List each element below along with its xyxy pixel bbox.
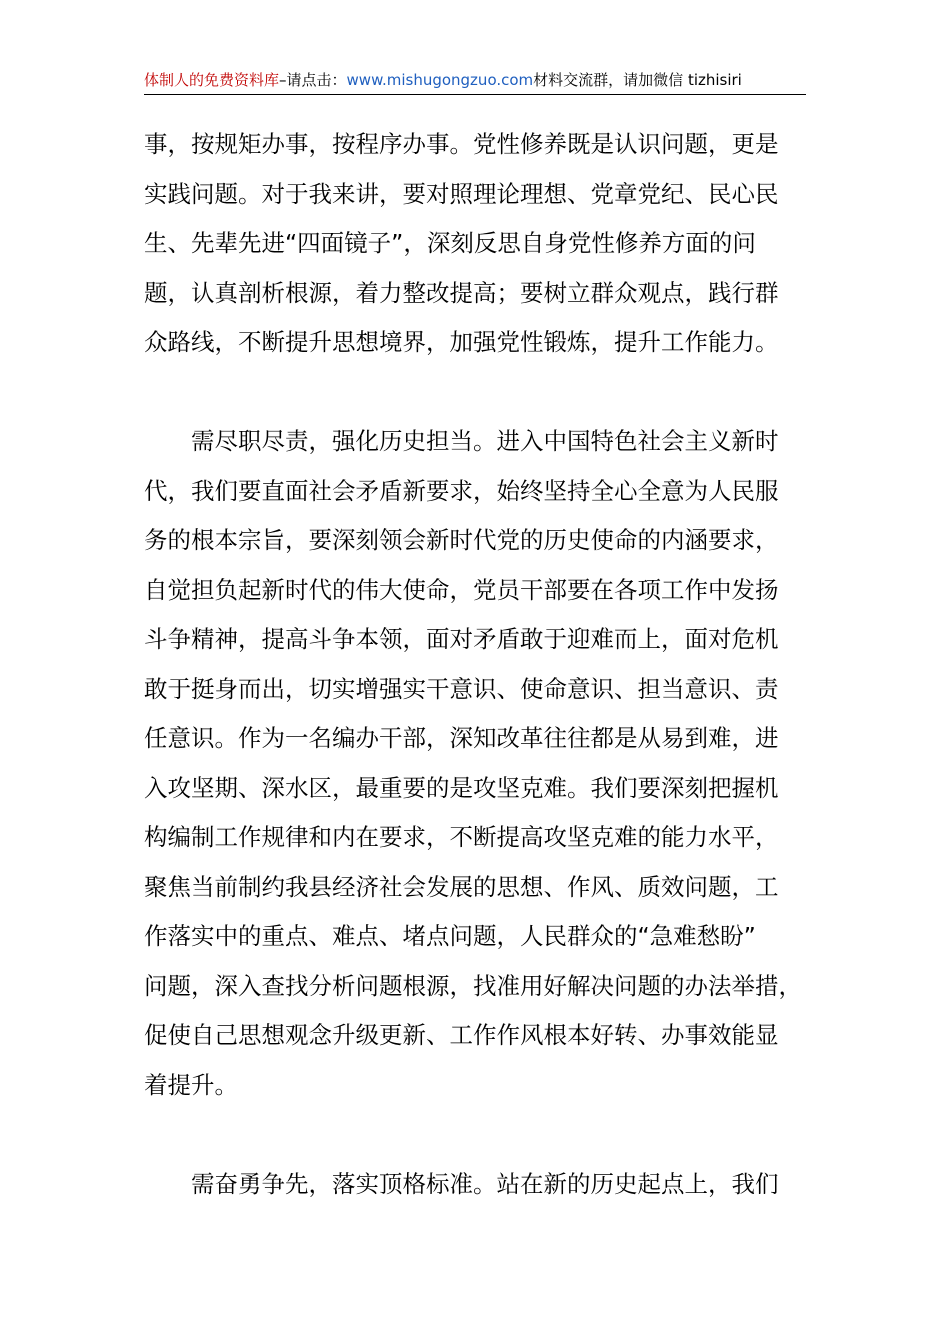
paragraph — [144, 417, 808, 1110]
text-line: 敢于挺身而出，切实增强实干意识、使命意识、担当意识、责 — [144, 674, 779, 703]
header-brand: 体制人的免费资料库 — [144, 71, 280, 89]
text-line: 斗争精神，提高斗争本领，面对矛盾敢于迎难而上，面对危机 — [144, 625, 779, 653]
text-line: 自觉担负起新时代的伟大使命，党员干部要在各项工作中发扬 — [144, 575, 779, 604]
text-line: 题，认真剖析根源，着力整改提高；要树立群众观点，践行群 — [144, 278, 779, 307]
text-line: 需奋勇争先，落实顶格标准。站在新的历史起点上，我们 — [144, 1169, 779, 1198]
text-line: 问题，深入查找分析问题根源，找准用好解决问题的办法举措， — [144, 971, 802, 1000]
header-url-link[interactable]: www.mishugongzuo.com — [346, 71, 534, 89]
text-line: 需尽职尽责，强化历史担当。进入中国特色社会主义新时 — [144, 427, 779, 455]
text-line: 着提升。 — [144, 1070, 238, 1099]
text-line: 入攻坚期、深水区，最重要的是攻坚克难。我们要深刻把握机 — [144, 773, 779, 802]
text-line: 任意识。作为一名编办干部，深知改革往往都是从易到难，进 — [144, 724, 779, 752]
header-dash: –请点击： — [279, 71, 347, 89]
text-line: 聚焦当前制约我县经济社会发展的思想、作风、质效问题，工 — [144, 872, 779, 901]
text-line: 生、先辈先进“四面镜子”，深刻反思自身党性修养方面的问 — [144, 229, 756, 257]
text-line: 作落实中的重点、难点、堵点问题，人民群众的“急难愁盼” — [144, 922, 756, 950]
page-header — [144, 68, 806, 95]
paragraph-gap — [144, 1110, 808, 1160]
header-tail: 材料交流群，请加微信 tizhisiri — [533, 71, 742, 89]
text-line: 众路线，不断提升思想境界，加强党性锻炼，提升工作能力。 — [144, 328, 779, 356]
document-body — [144, 120, 808, 1209]
text-line: 实践问题。对于我来讲，要对照理论理想、党章党纪、民心民 — [144, 179, 779, 208]
paragraph — [144, 120, 808, 368]
paragraph — [144, 1160, 808, 1210]
text-line: 代，我们要直面社会矛盾新要求，始终坚持全心全意为人民服 — [144, 476, 779, 505]
text-line: 促使自己思想观念升级更新、工作作风根本好转、办事效能显 — [144, 1021, 779, 1049]
text-line: 事，按规矩办事，按程序办事。党性修养既是认识问题，更是 — [144, 130, 779, 158]
text-line: 构编制工作规律和内在要求，不断提高攻坚克难的能力水平， — [144, 823, 779, 851]
paragraph-gap — [144, 368, 808, 418]
text-line: 务的根本宗旨，要深刻领会新时代党的历史使命的内涵要求， — [144, 526, 779, 554]
